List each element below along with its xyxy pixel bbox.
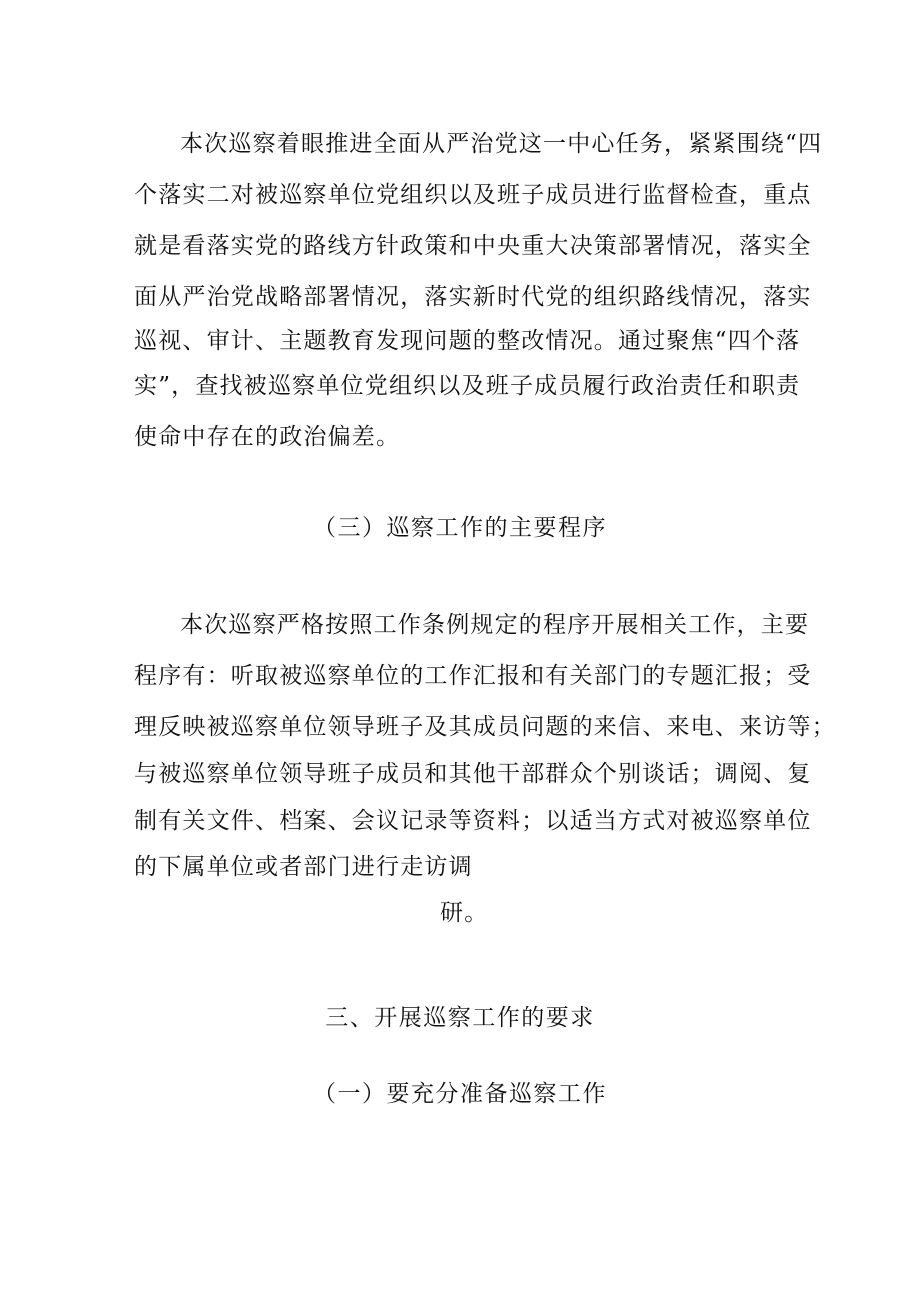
text-line: 巡视、审计、主题教育发现问题的整改情况。通过聚焦“四个落 bbox=[134, 328, 801, 354]
text-line: 实”，查找被巡察单位党组织以及班子成员履行政治责任和职责 bbox=[134, 373, 801, 399]
text-line: 本次巡察着眼推进全面从严治党这一中心任务，紧紧围绕“四 bbox=[180, 131, 823, 157]
section-heading-requirements: 三、开展巡察工作的要求 bbox=[325, 1005, 595, 1031]
text-line: 与被巡察单位领导班子成员和其他干部群众个别谈话；调阅、复 bbox=[134, 761, 812, 787]
text-line: 制有关文件、档案、会议记录等资料；以适当方式对被巡察单位 bbox=[134, 808, 812, 834]
text-line-tail: 研。 bbox=[440, 900, 489, 926]
text-line: 的下属单位或者部门进行走访调 bbox=[134, 854, 473, 880]
subheading-main-procedures: （三）巡察工作的主要程序 bbox=[313, 515, 607, 541]
text-line: 本次巡察严格按照工作条例规定的程序开展相关工作，主要 bbox=[180, 612, 810, 638]
text-line: 程序有：听取被巡察单位的工作汇报和有关部门的专题汇报；受 bbox=[134, 663, 812, 689]
text-line: 就是看落实党的路线方针政策和中央重大决策部署情况，落实全 bbox=[134, 233, 812, 259]
text-line: 理反映被巡察单位领导班子及其成员问题的来信、来电、来访等； bbox=[134, 714, 836, 740]
text-line: 使命中存在的政治偏差。 bbox=[134, 424, 401, 450]
subheading-prepare-inspection: （一）要充分准备巡察工作 bbox=[313, 1081, 607, 1107]
text-line: 个落实二对被巡察单位党组织以及班子成员进行监督检查，重点 bbox=[134, 182, 812, 208]
text-line: 面从严治党战略部署情况，落实新时代党的组织路线情况，落实 bbox=[134, 284, 812, 310]
